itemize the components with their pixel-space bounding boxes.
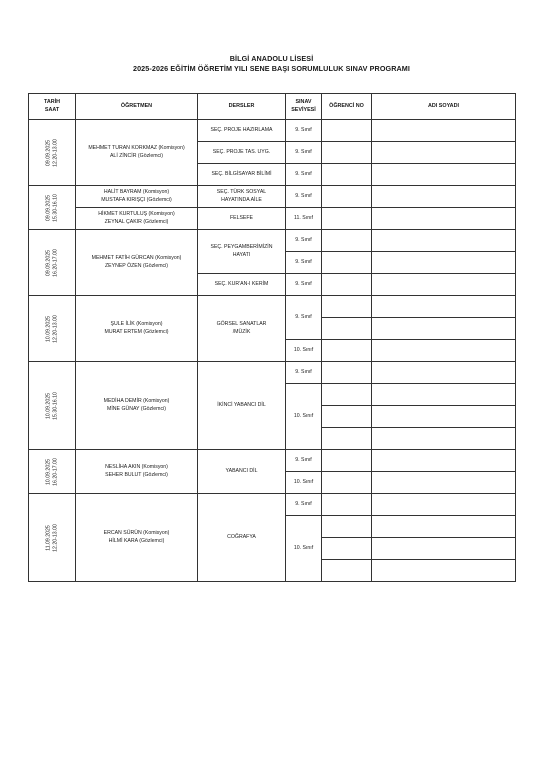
student-name-cell[interactable]: [372, 318, 516, 340]
date-cell: 09.09.2025 12.20-13.00: [29, 120, 76, 186]
student-name-cell[interactable]: [372, 538, 516, 560]
header-teacher: ÖĞRETMEN: [76, 94, 198, 120]
student-no-cell[interactable]: [322, 274, 372, 296]
course-cell: YABANCI DİL: [198, 450, 286, 494]
course-cell: SEÇ. PROJE TAS. UYG.: [198, 142, 286, 164]
student-no-cell[interactable]: [322, 252, 372, 274]
teacher-cell: HALİT BAYRAM (Komisyon) MUSTAFA KIRIŞÇI (Gözlemci): [76, 186, 198, 208]
student-name-cell[interactable]: [372, 142, 516, 164]
level-cell: 9. Sınıf: [286, 296, 322, 340]
table-row: [29, 186, 516, 208]
student-no-cell[interactable]: [322, 318, 372, 340]
table-row: [29, 450, 516, 472]
student-no-cell[interactable]: [322, 296, 372, 318]
student-no-cell[interactable]: [322, 560, 372, 582]
table-row: [29, 296, 516, 318]
header-student-no: ÖĞRENCİ NO: [322, 94, 372, 120]
student-no-cell[interactable]: [322, 472, 372, 494]
student-name-cell[interactable]: [372, 384, 516, 406]
student-name-cell[interactable]: [372, 230, 516, 252]
course-cell: SEÇ. TÜRK SOSYAL HAYATINDA AİLE: [198, 186, 286, 208]
student-no-cell[interactable]: [322, 340, 372, 362]
date-cell: 10.09.2025 15.30-16.10: [29, 362, 76, 450]
student-name-cell[interactable]: [372, 274, 516, 296]
student-no-cell[interactable]: [322, 186, 372, 208]
date-cell: 09.09.2025 15.30-16.10: [29, 186, 76, 230]
student-name-cell[interactable]: [372, 516, 516, 538]
level-cell: 9. Sınıf: [286, 252, 322, 274]
course-cell: SEÇ. KUR'AN-I KERİM: [198, 274, 286, 296]
student-no-cell[interactable]: [322, 538, 372, 560]
student-no-cell[interactable]: [322, 362, 372, 384]
level-cell: 9. Sınıf: [286, 362, 322, 384]
date-cell: 09.09.2025 16.20-17.00: [29, 230, 76, 296]
student-no-cell[interactable]: [322, 230, 372, 252]
date-cell: 11.09.2025 12.20-13.00: [29, 494, 76, 582]
student-name-cell[interactable]: [372, 428, 516, 450]
level-cell: 9. Sınıf: [286, 186, 322, 208]
table-row: [29, 208, 516, 230]
student-name-cell[interactable]: [372, 362, 516, 384]
student-name-cell[interactable]: [372, 120, 516, 142]
course-cell: SEÇ. BİLGİSAYAR BİLİMİ: [198, 164, 286, 186]
level-cell: 9. Sınıf: [286, 450, 322, 472]
exam-schedule-table: [28, 93, 516, 582]
level-cell: 10. Sınıf: [286, 516, 322, 582]
course-cell: İKİNCİ YABANCI DİL: [198, 362, 286, 450]
level-cell: 9. Sınıf: [286, 230, 322, 252]
student-name-cell[interactable]: [372, 472, 516, 494]
teacher-cell: HİKMET KURTULUŞ (Komisyon) ZEYNAL ÇAKIR (Gözlemci): [76, 208, 198, 230]
student-name-cell[interactable]: [372, 340, 516, 362]
table-row: [29, 230, 516, 252]
student-no-cell[interactable]: [322, 494, 372, 516]
student-no-cell[interactable]: [322, 164, 372, 186]
date-cell: 10.09.2025 12.20-13.00: [29, 296, 76, 362]
student-name-cell[interactable]: [372, 494, 516, 516]
header-course: DERSLER: [198, 94, 286, 120]
teacher-cell: MEHMET FATİH GÜRCAN (Komisyon) ZEYNEP ÖZEN (Gözlemci): [76, 230, 198, 296]
level-cell: 9. Sınıf: [286, 120, 322, 142]
table-row: [29, 120, 516, 142]
level-cell: 9. Sınıf: [286, 164, 322, 186]
student-name-cell[interactable]: [372, 208, 516, 230]
table-row: [29, 362, 516, 384]
header-level: SINAV SEVİYESİ: [286, 94, 322, 120]
teacher-cell: MEHMET TURAN KORKMAZ (Komisyon) ALİ ZİNCİR (Gözlemci): [76, 120, 198, 186]
teacher-cell: ŞULE İLİK (Komisyon) MURAT ERTEM (Gözlemci): [76, 296, 198, 362]
student-no-cell[interactable]: [322, 406, 372, 428]
document-title: 2025-2026 EĞİTİM ÖĞRETİM YILI SENE BAŞI SORUMLULUK SINAV PROGRAMI: [132, 64, 410, 73]
course-cell: SEÇ. PEYGAMBERİMİZİN HAYATI: [198, 230, 286, 274]
student-no-cell[interactable]: [322, 384, 372, 406]
student-no-cell[interactable]: [322, 450, 372, 472]
level-cell: 11. Sınıf: [286, 208, 322, 230]
course-cell: GÖRSEL SANATLAR /MÜZİK: [198, 296, 286, 362]
header-date: TARİH SAAT: [29, 94, 76, 120]
course-cell: SEÇ. PROJE HAZIRLAMA: [198, 120, 286, 142]
level-cell: 9. Sınıf: [286, 142, 322, 164]
student-name-cell[interactable]: [372, 560, 516, 582]
course-cell: FELSEFE: [198, 208, 286, 230]
level-cell: 9. Sınıf: [286, 494, 322, 516]
student-no-cell[interactable]: [322, 208, 372, 230]
student-name-cell[interactable]: [372, 296, 516, 318]
teacher-cell: NESLİHA AKIN (Komisyon) SEHER BULUT (Gözlemci): [76, 450, 198, 494]
level-cell: 10. Sınıf: [286, 340, 322, 362]
teacher-cell: ERCAN SÜRÜN (Komisyon) HİLMİ KARA (Gözlemci): [76, 494, 198, 582]
student-no-cell[interactable]: [322, 428, 372, 450]
table-row: [29, 494, 516, 516]
date-cell: 10.09.2025 16.20-17.00: [29, 450, 76, 494]
level-cell: 10. Sınıf: [286, 472, 322, 494]
level-cell: 9. Sınıf: [286, 274, 322, 296]
header-row: [29, 94, 516, 120]
student-name-cell[interactable]: [372, 252, 516, 274]
student-name-cell[interactable]: [372, 186, 516, 208]
student-no-cell[interactable]: [322, 120, 372, 142]
level-cell: 10. Sınıf: [286, 384, 322, 450]
course-cell: COĞRAFYA: [198, 494, 286, 582]
student-name-cell[interactable]: [372, 406, 516, 428]
student-no-cell[interactable]: [322, 516, 372, 538]
header-name: ADI SOYADI: [372, 94, 516, 120]
student-name-cell[interactable]: [372, 164, 516, 186]
school-name: BİLGİ ANADOLU LİSESİ: [229, 54, 314, 63]
student-no-cell[interactable]: [322, 142, 372, 164]
student-name-cell[interactable]: [372, 450, 516, 472]
teacher-cell: MEDİHA DEMİR (Komisyon) MİNE GÜNAY (Gözlemci): [76, 362, 198, 450]
